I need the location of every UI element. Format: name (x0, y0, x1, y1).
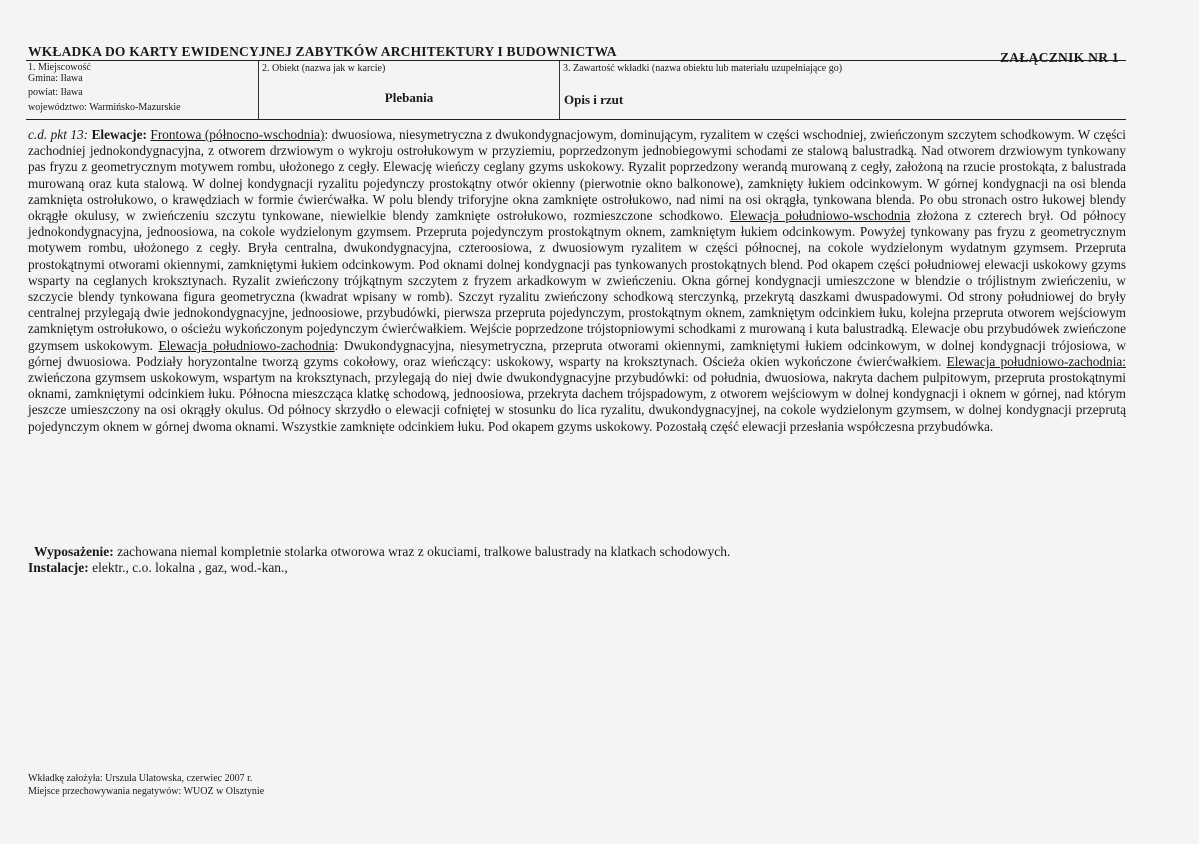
author-line: Wkładkę założyła: Urszula Ulatowska, czerwiec 2007 r. (28, 773, 253, 784)
object-value: Plebania (384, 90, 434, 105)
equipment-text: zachowana niemal kompletnie stolarka otworowa wraz z okuciami, tralkowe balustrady na klatkach schodowych. (113, 544, 731, 559)
continuation-marker: c.d. pkt 13: (28, 127, 89, 142)
southwest-elevation-text: : Dwukondygnacyjna, niesymetryczna, przepruta otworami okiennymi, zamkniętymi łukiem odcinkowym, w dolnej kondygnacji trójosiowa, w górnej dwuosiowa. Podziały horyzontalne tworzą gzyms cokołowy, oraz wieńczący: uskokowy, wsparty na kroksztynach. Ościeża okien wykończone ćwierćwałkiem. (28, 337, 1127, 369)
footer (28, 772, 264, 798)
powiat-value: powiat: Iława (28, 87, 83, 98)
southwest-elevation-label-2: Elewacja południowo-zachodnia: (946, 353, 1126, 369)
description-body (28, 127, 1126, 435)
object-cell (259, 61, 560, 119)
front-elevation-label: Frontowa (północno-wschodnia) (150, 127, 325, 142)
installations-text: elektr., c.o. lokalna , gaz, wod.-kan., (88, 560, 288, 575)
contents-label: 3. Zawartość wkładki (nazwa obiektu lub materiału uzupełniające go) (563, 63, 843, 74)
negatives-location-line: Miejsce przechowywania negatywów: WUOZ w Olsztynie (28, 786, 265, 797)
contents-value: Opis i rzut (564, 92, 624, 107)
equipment-label: Wyposażenie: (34, 544, 114, 559)
annex-number: ZAŁĄCZNIK NR 1 (1000, 50, 1119, 65)
object-label: 2. Obiekt (nazwa jak w karcie) (262, 63, 386, 74)
installations-label: Instalacje: (28, 560, 89, 575)
contents-cell (560, 61, 1126, 119)
location-cell (26, 61, 259, 119)
wojewodztwo-value: województwo: Warmińsko-Mazurskie (28, 102, 181, 113)
front-elevation-text: : dwuosiowa, niesymetryczna z dwukondygnacjowym, dominującym, ryzalitem w części wschodniej, zwieńczonym szczytem schodkowym. W części zachodniej jednokondygnacyjna, z otworem drzwiowym o wykroju ostrołukowym w przyziemiu, poprzedzonym jednobiegowymi schodami ze stalową balustradką. Nad otworem drzwiowym tynkowany pas fryzu z geometrycznym motywem rombu, ułożonego z cegły. Elewację wieńczy ceglany gzyms uskokowy. Ryzalit poprzedzony werandą murowaną z cegły, założoną na rzucie prostokąta, z balustrada murowaną oraz kuta stalową. W dolnej kondygnacji ryzalitu pojedynczy prostokątny otwór okienny (pierwotnie okno balkonowe), zamknięty łukiem odcinkowym. W górnej kondygnacji na osi blenda zamknięta ostrołukowo, o krawędziach w formie ćwierćwałka. W polu blendy triforyjne okna zamknięte ostrołukowo, nad nimi na osi okrągła, tynkowana blenda. Po obu stronach ostro łukowej blendy okrągłe okulusy, w zwieńczeniu szczytu tynkowane, niewielkie blendy zamknięte ostrołukowo, rozmieszczone schodkowo. (28, 127, 1127, 224)
elewacje-heading: Elewacje: (91, 127, 147, 142)
southeast-elevation-text: złożona z czterech brył. Od północy jednokondygnacyjna, jednoosiowa, na cokole wydzielonym gzymsem. Przepruta pojedynczym prostokątnym oknem, zamkniętym łukiem odcinkowym. Powyżej tynkowany pas fryzu z geometrycznym motywem rombu, ułożonego z cegły. Bryła centralna, dwukondygnacyjna, czteroosiowa, z dwuosiowym ryzalitem w części północnej, na cokole wydzielonym wydatnym gzymsem. Przepruta prostokątnymi otworami okiennymi, zamkniętymi łukiem odcinkowym. Pod oknami dolnej kondygnacji pas tynkowanych prostokątnych blend. Pod okapem części południowej elewacji uskokowy gzyms wsparty na ceglanych kroksztynach. Ryzalit zwieńczony trójkątnym szczytem z fryzem arkadkowym w zwieńczeniu. Okna górnej kondygnacji umieszczone w blendzie o trójlistnym zwieńczeniu, w szczycie blendy tynkowana figura geometryczna (kwadrat wpisany w romb). Szczyt ryzalitu zwieńczony schodkową sterczynką, przekrytą daszkami dwuspadowymi. Od strony południowej do bryły centralnej przylegają dwie jednokondygnacyjne, jednoosiowe, przybudówki, pierwsza przepruta pojedynczym, prostokątnym oknem, zamkniętym odcinkiem łuku, kolejna przepruta otworem wejściowym zamkniętym ostrołukowo, o ościeżu wykończonym pojedynczym ćwierćwałkiem. Wejście poprzedzone trójstopniowymi schodkami z murowaną i kuta balustradką. Elewacje obu przybudówek zwieńczone gzymsem uskokowym. (28, 208, 1126, 353)
description-paragraph (28, 127, 1126, 435)
header-table (26, 60, 1126, 120)
installations-line (28, 560, 288, 576)
southwest-elevation-text-2: zwieńczona gzymsem uskokowym, wspartym na kroksztynach, przylegają do niej dwie dwukondygnacyjne przybudówki: od południa, dwuosiowa, nakryta dachem pulpitowym, przepruta prostokątnymi oknami, zamkniętymi odcinkiem łuku. Północna mieszcząca klatkę schodową, jednoosiowa, przekryta dachem trójspadowym, z otworem wejściowym w dolnej kondygnacji i oknem w górnej, nad którym jeszcze umieszczony na osi okrągły okulus. Od północy skrzydło o elewacji cofniętej w stosunku do lica ryzalitu, dwukondygnacyjnej, na cokole wydzielonym gzymsem, w dolnej kondygnacji przeprutą pojedynczym oknem w górnej dwoma oknami. Wszystkie zamknięte odcinkiem łuku. Pod okapem gzyms uskokowy. Pozostałą część elewacji przesłania współczesna przybudówka. (28, 370, 1126, 434)
southeast-elevation-label: Elewacja południowo-wschodnia (729, 208, 911, 224)
location-label: 1. Miejscowość (28, 62, 91, 73)
gmina-value: Gmina: Iława (28, 73, 83, 84)
equipment-line (34, 544, 730, 560)
southwest-elevation-label: Elewacja południowo-zachodnia (158, 337, 335, 353)
document-title: WKŁADKA DO KARTY EWIDENCYJNEJ ZABYTKÓW ARCHITEKTURY I BUDOWNICTWA (28, 44, 617, 59)
